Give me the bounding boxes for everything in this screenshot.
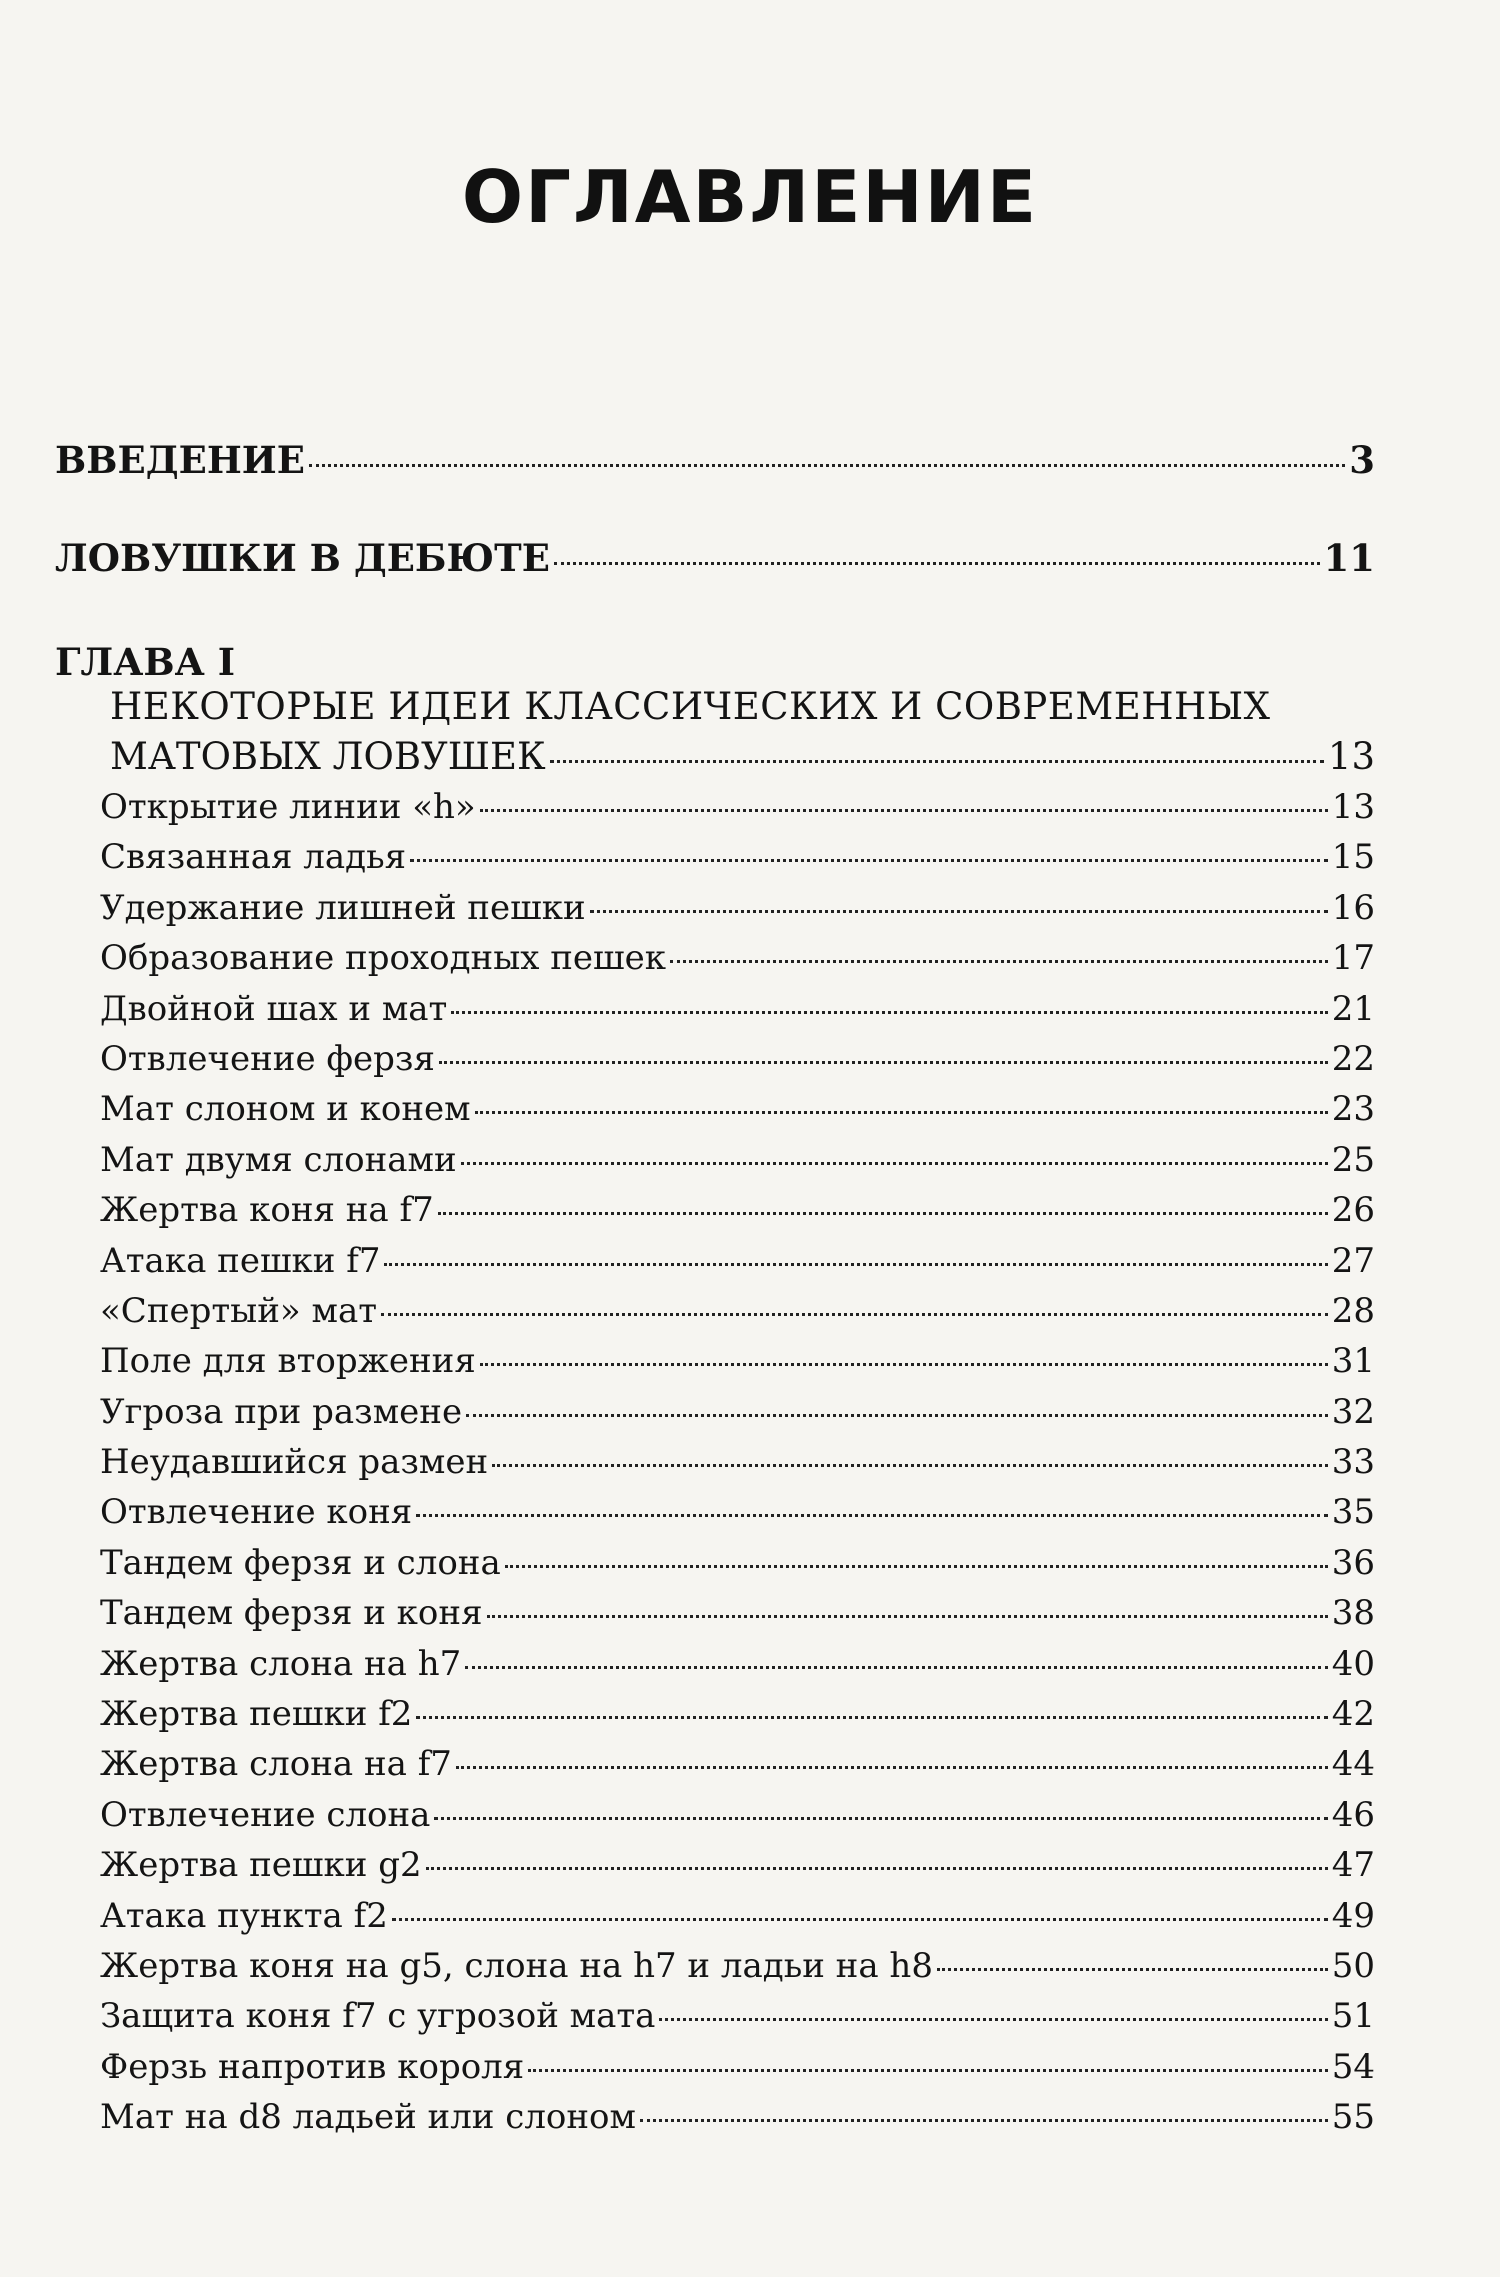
entry-page: 17	[1331, 938, 1375, 979]
toc-entry[interactable]	[100, 1538, 1375, 1588]
entry-label: Атака пункта f2	[100, 1895, 388, 1936]
toc-entry[interactable]	[100, 1487, 1375, 1537]
entry-page: 23	[1331, 1089, 1375, 1130]
toc-entry[interactable]	[100, 2092, 1375, 2142]
entry-page: 49	[1331, 1895, 1375, 1936]
toc-entry[interactable]	[100, 2042, 1375, 2092]
dot-leader	[554, 562, 1320, 565]
toc-section-introduction[interactable]	[55, 430, 1375, 528]
entry-label: Тандем ферзя и слона	[100, 1542, 501, 1583]
toc-entry[interactable]	[100, 1336, 1375, 1386]
entry-label: Отвлечение коня	[100, 1492, 413, 1533]
dot-leader	[451, 1011, 1327, 1014]
entry-label: Отвлечение слона	[100, 1794, 431, 1835]
entry-label: Жертва слона на h7	[100, 1643, 462, 1684]
entry-label: Отвлечение ферзя	[100, 1038, 435, 1079]
toc-entry[interactable]	[100, 1236, 1375, 1286]
dot-leader	[410, 859, 1328, 862]
dot-leader	[492, 1464, 1328, 1467]
toc-entry[interactable]	[100, 832, 1375, 882]
dot-leader	[384, 1263, 1327, 1266]
section-page: 11	[1323, 536, 1375, 580]
dot-leader	[438, 1212, 1328, 1215]
entry-label: Тандем ферзя и коня	[100, 1593, 483, 1634]
dot-leader	[937, 1968, 1328, 1971]
dot-leader	[456, 1766, 1328, 1769]
dot-leader	[590, 910, 1328, 913]
toc-entry[interactable]	[100, 1891, 1375, 1941]
chapter-title-line2: МАТОВЫХ ЛОВУШЕК	[110, 735, 546, 778]
toc-entry[interactable]	[100, 1034, 1375, 1084]
dot-leader	[480, 809, 1328, 812]
toc-entry[interactable]	[100, 782, 1375, 832]
dot-leader	[550, 760, 1324, 763]
section-label: ЛОВУШКИ В ДЕБЮТЕ	[55, 536, 550, 580]
entry-page: 40	[1331, 1643, 1375, 1684]
entry-page: 51	[1331, 1996, 1375, 2037]
entry-page: 36	[1331, 1542, 1375, 1583]
dot-leader	[465, 1666, 1328, 1669]
toc-entry[interactable]	[100, 883, 1375, 933]
toc-entry[interactable]	[100, 1941, 1375, 1991]
entry-label: Мат двумя слонами	[100, 1139, 457, 1180]
entry-page: 32	[1331, 1391, 1375, 1432]
entry-page: 42	[1331, 1694, 1375, 1735]
section-label: ВВЕДЕНИЕ	[55, 438, 305, 482]
dot-leader	[528, 2069, 1328, 2072]
entry-page: 25	[1331, 1139, 1375, 1180]
entry-label: Открытие линии «h»	[100, 787, 476, 827]
toc-entry[interactable]	[100, 1639, 1375, 1689]
entry-label: Жертва коня на g5, слона на h7 и ладьи на h8	[100, 1945, 933, 1986]
dot-leader	[309, 464, 1345, 467]
toc-entry[interactable]	[100, 1991, 1375, 2041]
dot-leader	[640, 2119, 1328, 2122]
entry-label: Жертва пешки f2	[100, 1694, 413, 1735]
toc-chapter-title[interactable]	[110, 732, 1375, 782]
dot-leader	[466, 1414, 1328, 1417]
entry-page: 35	[1331, 1492, 1375, 1533]
entry-page: 44	[1331, 1744, 1375, 1785]
toc-entry[interactable]	[100, 1689, 1375, 1739]
entry-label: Жертва пешки g2	[100, 1845, 422, 1886]
chapter-title-line1: НЕКОТОРЫЕ ИДЕИ КЛАССИЧЕСКИХ И СОВРЕМЕННЫХ	[110, 685, 1271, 728]
section-page: 3	[1349, 438, 1375, 482]
page-title: ОГЛАВЛЕНИЕ	[461, 155, 1039, 239]
dot-leader	[659, 2018, 1327, 2021]
dot-leader	[439, 1061, 1328, 1064]
dot-leader	[392, 1918, 1328, 1921]
dot-leader	[381, 1313, 1328, 1316]
toc-section-opening-traps[interactable]	[55, 528, 1375, 626]
toc-entry[interactable]	[100, 1588, 1375, 1638]
entry-page: 16	[1331, 887, 1375, 928]
entry-page: 21	[1331, 988, 1375, 1029]
dot-leader	[505, 1565, 1328, 1568]
entry-label: Связанная ладья	[100, 837, 407, 878]
dot-leader	[487, 1615, 1328, 1618]
dot-leader	[434, 1817, 1327, 1820]
toc-entry[interactable]	[100, 1840, 1375, 1890]
entry-page: 54	[1331, 2046, 1375, 2087]
entry-label: Жертва коня на f7	[100, 1190, 434, 1231]
entry-label: Мат слоном и конем	[100, 1089, 471, 1130]
entry-page: 55	[1331, 2097, 1375, 2138]
entry-label: Двойной шах и мат	[100, 988, 448, 1029]
entry-page: 50	[1331, 1945, 1375, 1986]
entry-label: Защита коня f7 с угрозой мата	[100, 1996, 656, 2037]
entry-page: 26	[1331, 1190, 1375, 1231]
toc-entry[interactable]	[100, 1739, 1375, 1789]
entry-page: 33	[1331, 1442, 1375, 1483]
dot-leader	[426, 1867, 1328, 1870]
toc-entry[interactable]	[100, 1286, 1375, 1336]
chapter-page: 13	[1327, 735, 1375, 778]
entry-label: Образование проходных пешек	[100, 938, 666, 979]
entry-label: Атака пешки f7	[100, 1240, 381, 1281]
entry-label: Неудавшийся размен	[100, 1442, 489, 1483]
entry-label: Мат на d8 ладьей или слоном	[100, 2097, 636, 2138]
entry-page: 13	[1331, 787, 1375, 827]
entry-page: 27	[1331, 1240, 1375, 1281]
entry-label: Поле для вторжения	[100, 1341, 476, 1382]
toc-entry[interactable]	[100, 933, 1375, 983]
toc-entry[interactable]	[100, 984, 1375, 1034]
dot-leader	[416, 1716, 1327, 1719]
toc-entry[interactable]	[100, 1135, 1375, 1185]
entry-label: Угроза при размене	[100, 1391, 463, 1432]
dot-leader	[416, 1514, 1328, 1517]
dot-leader	[670, 960, 1328, 963]
toc-entry[interactable]	[100, 1437, 1375, 1487]
entry-label: Ферзь напротив короля	[100, 2046, 525, 2087]
dot-leader	[480, 1363, 1328, 1366]
chapter-heading: ГЛАВА I	[55, 640, 235, 684]
table-of-contents	[55, 430, 1375, 2143]
entry-page: 46	[1331, 1794, 1375, 1835]
dot-leader	[461, 1162, 1328, 1165]
entry-label: «Спертый» мат	[100, 1290, 378, 1331]
dot-leader	[475, 1111, 1328, 1114]
entry-label: Жертва слона на f7	[100, 1744, 452, 1785]
chapter-entries	[55, 782, 1375, 2143]
toc-entry[interactable]	[100, 1084, 1375, 1134]
toc-entry[interactable]	[100, 1790, 1375, 1840]
entry-label: Удержание лишней пешки	[100, 887, 586, 928]
entry-page: 31	[1331, 1341, 1375, 1382]
entry-page: 15	[1331, 837, 1375, 878]
toc-entry[interactable]	[100, 1185, 1375, 1235]
entry-page: 47	[1331, 1845, 1375, 1886]
toc-entry[interactable]	[100, 1387, 1375, 1437]
entry-page: 28	[1331, 1290, 1375, 1331]
entry-page: 22	[1331, 1038, 1375, 1079]
entry-page: 38	[1331, 1593, 1375, 1634]
